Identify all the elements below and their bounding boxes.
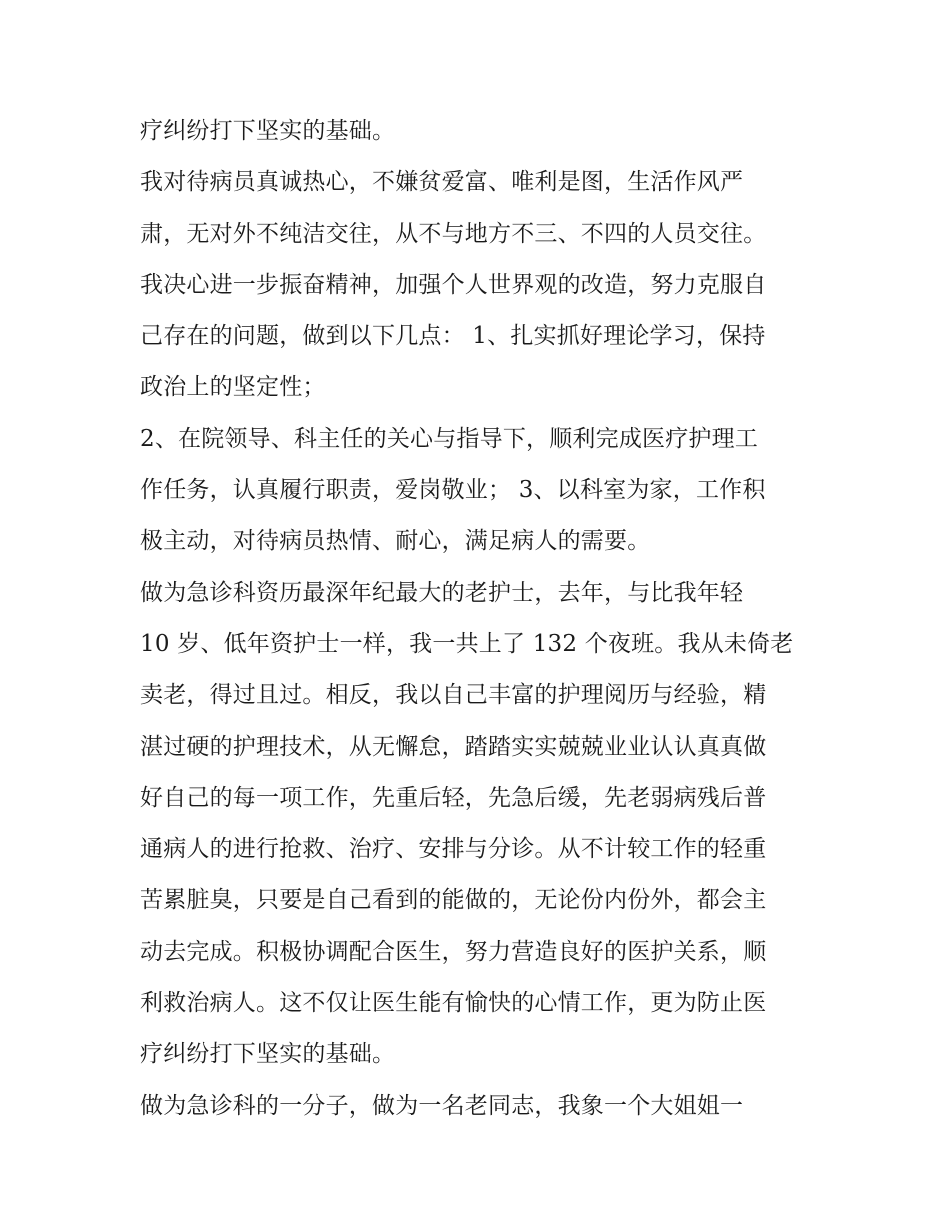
text-line: 极主动，对待病员热情、耐心，满足病人的需要。 bbox=[140, 528, 651, 555]
text-line: 疗纠纷打下坚实的基础。 bbox=[140, 118, 396, 144]
text-line: 己存在的问题，做到以下几点： 1、扎实抓好理论学习，保持 bbox=[140, 323, 766, 350]
text-line: 政治上的坚定性； bbox=[140, 374, 326, 401]
text-line: 利救治病人。这不仅让医生能有愉快的心情工作，更为防止医 bbox=[140, 990, 767, 1017]
text-line: 好自己的每一项工作，先重后轻，先急后缓，先老弱病残后普 bbox=[140, 784, 767, 811]
text-line: 苦累脏臭，只要是自己看到的能做的，无论份内份外，都会主 bbox=[140, 887, 767, 914]
text-line: 2、在院领导、科主任的关心与指导下，顺利完成医疗护理工 bbox=[140, 425, 759, 452]
text-line: 作任务，认真履行职责，爱岗敬业； 3、以科室为家，工作积 bbox=[140, 477, 766, 504]
text-line: 做为急诊科资历最深年纪最大的老护士，去年，与比我年轻 bbox=[140, 579, 744, 606]
text-line: 我决心进一步振奋精神，加强个人世界观的改造，努力克服自 bbox=[140, 271, 767, 298]
text-line: 做为急诊科的一分子，做为一名老同志，我象一个大姐姐一 bbox=[140, 1092, 744, 1119]
text-line: 卖老，得过且过。相反，我以自己丰富的护理阅历与经验，精 bbox=[140, 682, 767, 709]
text-line: 疗纠纷打下坚实的基础。 bbox=[140, 1041, 396, 1068]
text-line: 我对待病员真诚热心，不嫌贫爱富、唯利是图，生活作风严 bbox=[140, 169, 744, 196]
text-line: 肃，无对外不纯洁交往，从不与地方不三、不四的人员交往。 bbox=[140, 220, 767, 247]
text-line: 湛过硬的护理技术，从无懈怠，踏踏实实兢兢业业认认真真做 bbox=[140, 733, 767, 760]
body-text bbox=[140, 106, 820, 1132]
text-line: 10 岁、低年资护士一样，我一共上了 132 个夜班。我从未倚老 bbox=[140, 630, 794, 657]
text-line: 通病人的进行抢救、治疗、安排与分诊。从不计较工作的轻重 bbox=[140, 836, 767, 863]
text-line: 动去完成。积极协调配合医生，努力营造良好的医护关系，顺 bbox=[140, 938, 767, 965]
